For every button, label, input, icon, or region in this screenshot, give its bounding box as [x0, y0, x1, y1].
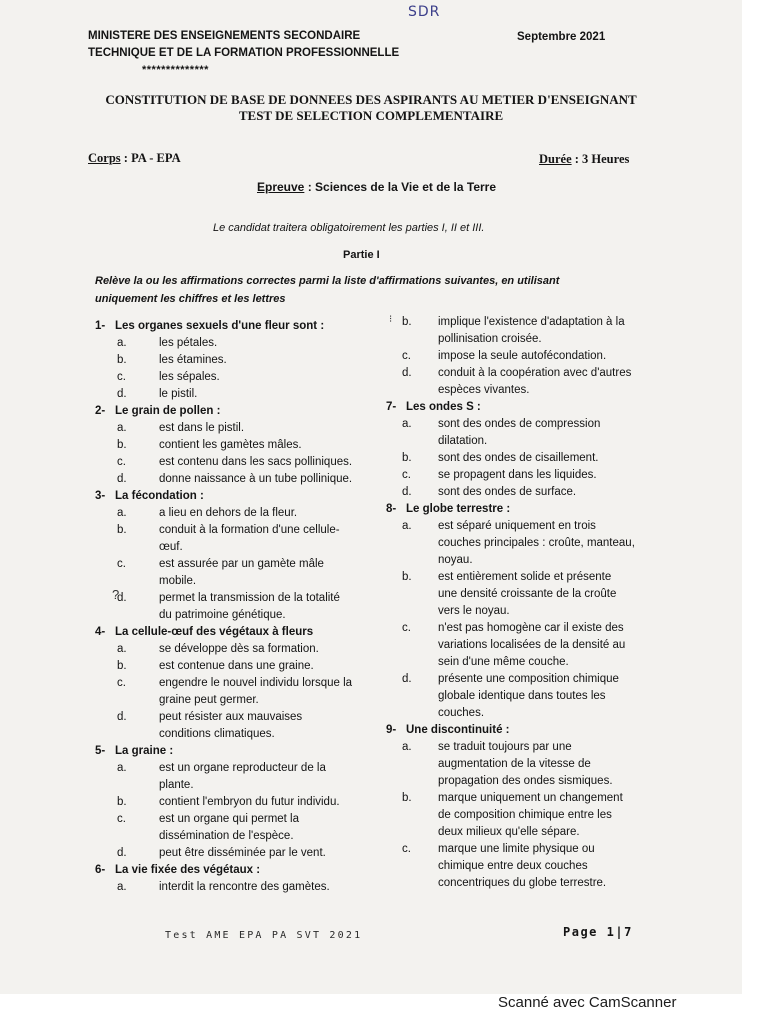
answer-option [386, 314, 686, 348]
option-text-line: est un organe qui permet la [159, 813, 300, 825]
question-title [95, 403, 385, 420]
option-text [159, 760, 326, 794]
option-text-line: concentriques du globe terrestre. [438, 877, 607, 889]
option-text-line: deux milieux qu'elle sépare. [438, 826, 580, 838]
option-letter: c. [402, 350, 411, 362]
corps-field [88, 151, 181, 166]
question-title [95, 488, 385, 505]
question-block [386, 399, 686, 501]
option-letter: a. [117, 643, 127, 655]
answer-option [95, 454, 385, 471]
answer-option [95, 590, 385, 624]
question-block [95, 488, 385, 624]
answer-option [95, 794, 385, 811]
option-letter: b. [402, 316, 412, 328]
option-text [438, 484, 576, 501]
option-text [438, 450, 598, 467]
question-text: La cellule-œuf des végétaux à fleurs [115, 626, 314, 638]
option-text [159, 675, 352, 709]
ministry-line-2: TECHNIQUE ET DE LA FORMATION PROFESSIONNELLE [88, 47, 400, 59]
epreuve-value: : Sciences de la Vie et de la Terre [304, 180, 497, 194]
answer-option [386, 518, 686, 569]
option-text [159, 879, 330, 896]
option-text [438, 790, 623, 841]
option-text [159, 369, 220, 386]
option-text [159, 335, 217, 352]
option-letter: d. [117, 473, 127, 485]
answer-option [386, 450, 686, 467]
answer-option [95, 641, 385, 658]
question-number: 5- [95, 745, 106, 757]
question-number: 3- [95, 490, 106, 502]
footer-reference: Test AME EPA PA SVT 2021 [165, 930, 363, 941]
option-text-line: se propagent dans les liquides. [438, 469, 597, 481]
answer-option [386, 569, 686, 620]
option-text-line: a lieu en dehors de la fleur. [159, 507, 298, 519]
question-number: 7- [386, 401, 397, 413]
option-text-line: vers le noyau. [438, 605, 510, 617]
question-block [386, 501, 686, 722]
option-text [159, 658, 314, 675]
option-text-line: les étamines. [159, 354, 227, 366]
option-text-line: présente une composition chimique [438, 673, 619, 685]
answer-option [386, 841, 686, 892]
answer-option [95, 386, 385, 403]
option-text-line: une densité croissante de la croûte [438, 588, 617, 600]
option-text-line: est dans le pistil. [159, 422, 245, 434]
question-title [386, 399, 686, 416]
option-text-line: dilatation. [438, 435, 488, 447]
option-text-line: peut être disséminée par le vent. [159, 847, 326, 859]
option-text-line: dissémination de l'espèce. [159, 830, 294, 842]
option-text [159, 556, 324, 590]
option-text-line: sont des ondes de cisaillement. [438, 452, 599, 464]
answer-option [95, 760, 385, 794]
answer-option [95, 658, 385, 675]
option-letter: c. [402, 622, 411, 634]
handwritten-question-mark: ? [112, 587, 120, 602]
question-number: 4- [95, 626, 106, 638]
epreuve-field [257, 180, 496, 194]
directive-line-2: uniquement les chiffres et les lettres [95, 293, 286, 305]
option-letter: d. [117, 711, 127, 723]
option-letter: b. [117, 660, 127, 672]
option-letter: a. [117, 507, 127, 519]
option-text-line: graine peut germer. [159, 694, 259, 706]
option-text-line: couches. [438, 707, 485, 719]
option-text [438, 841, 606, 892]
answer-option [95, 420, 385, 437]
epreuve-label: Epreuve [257, 180, 305, 194]
option-text-line: est entièrement solide et présente [438, 571, 612, 583]
option-text-line: espèces vivantes. [438, 384, 530, 396]
option-text [159, 437, 302, 454]
answer-option [386, 484, 686, 501]
handwritten-note: SDR [408, 4, 441, 20]
document-title: CONSTITUTION DE BASE DE DONNEES DES ASPIRANTS AU METIER D'ENSEIGNANT [105, 92, 637, 107]
option-text [159, 505, 297, 522]
answer-option [95, 369, 385, 386]
option-text [159, 352, 227, 369]
question-block [95, 624, 385, 743]
instruction-text: Le candidat traitera obligatoirement les parties I, II et III. [213, 222, 485, 234]
question-number: 2- [95, 405, 106, 417]
option-text-line: contient les gamètes mâles. [159, 439, 302, 451]
duree-value: : 3 Heures [571, 152, 630, 166]
option-letter: b. [117, 524, 127, 536]
answer-option [95, 709, 385, 743]
option-letter: a. [402, 741, 412, 753]
question-block [386, 722, 686, 892]
option-text-line: est assurée par un gamète mâle [159, 558, 324, 570]
option-text-line: œuf. [159, 541, 183, 553]
option-text-line: pollinisation croisée. [438, 333, 542, 345]
option-letter: a. [402, 520, 412, 532]
option-letter: a. [117, 422, 127, 434]
question-text: Une discontinuité : [406, 724, 510, 736]
option-letter: c. [402, 843, 411, 855]
option-text-line: chimique entre deux couches [438, 860, 588, 872]
answer-option [386, 790, 686, 841]
answer-option [386, 620, 686, 671]
option-text-line: impose la seule autofécondation. [438, 350, 607, 362]
option-text-line: du patrimoine génétique. [159, 609, 286, 621]
answer-option [95, 522, 385, 556]
question-block [95, 318, 385, 403]
option-text [438, 416, 600, 450]
option-text-line: est un organe reproducteur de la [159, 762, 326, 774]
option-text-line: interdit la rencontre des gamètes. [159, 881, 330, 893]
option-text-line: variations localisées de la densité au [438, 639, 626, 651]
question-number: 6- [95, 864, 106, 876]
option-text [159, 641, 319, 658]
option-text-line: les pétales. [159, 337, 218, 349]
option-text-line: permet la transmission de la totalité [159, 592, 340, 604]
option-text [438, 365, 631, 399]
option-letter: b. [402, 452, 412, 464]
answer-option [386, 671, 686, 722]
option-text [159, 471, 352, 488]
option-text-line: est contenue dans une graine. [159, 660, 314, 672]
question-text: Les ondes S : [406, 401, 481, 413]
option-text-line: implique l'existence d'adaptation à la [438, 316, 625, 328]
option-text [438, 739, 613, 790]
option-letter: d. [402, 367, 412, 379]
handwritten-tick-mark: ⁝ [389, 314, 393, 325]
question-number: 1- [95, 320, 106, 332]
question-title [95, 624, 385, 641]
option-text-line: contient l'embryon du futur individu. [159, 796, 340, 808]
option-letter: d. [117, 592, 127, 604]
option-letter: a. [117, 762, 127, 774]
questions-left-column [95, 318, 385, 896]
option-text-line: mobile. [159, 575, 197, 587]
answer-option [386, 416, 686, 450]
document-subtitle: TEST DE SELECTION COMPLEMENTAIRE [238, 108, 504, 123]
question-block [95, 403, 385, 488]
answer-option [95, 335, 385, 352]
option-text-line: engendre le nouvel individu lorsque la [159, 677, 353, 689]
question-text: Le globe terrestre : [406, 503, 511, 515]
question-title [95, 743, 385, 760]
option-letter: a. [117, 881, 127, 893]
option-text-line: est contenu dans les sacs polliniques. [159, 456, 353, 468]
question-text: Le grain de pollen : [115, 405, 221, 417]
option-letter: c. [117, 558, 126, 570]
option-text [159, 522, 340, 556]
option-text-line: n'est pas homogène car il existe des [438, 622, 624, 634]
ministry-stars: ************** [142, 64, 209, 76]
option-text [438, 467, 597, 484]
question-number: 8- [386, 503, 397, 515]
question-block [386, 314, 686, 399]
question-number: 9- [386, 724, 397, 736]
option-letter: a. [117, 337, 127, 349]
option-letter: b. [402, 571, 412, 583]
option-letter: b. [117, 354, 127, 366]
answer-option [95, 811, 385, 845]
option-text [438, 569, 616, 620]
option-text-line: se développe dès sa formation. [159, 643, 319, 655]
option-text-line: sont des ondes de compression [438, 418, 601, 430]
answer-option [95, 352, 385, 369]
option-text-line: le pistil. [159, 388, 198, 400]
option-letter: d. [117, 847, 127, 859]
option-text-line: plante. [159, 779, 194, 791]
option-text-line: est séparé uniquement en trois [438, 520, 596, 532]
option-text [159, 386, 197, 403]
question-text: La fécondation : [115, 490, 204, 502]
page-number: Page 1|7 [563, 925, 633, 939]
option-text [438, 314, 625, 348]
option-text-line: peut résister aux mauvaises [159, 711, 303, 723]
option-letter: d. [402, 486, 412, 498]
corps-value: : PA - EPA [120, 151, 181, 165]
option-text-line: de composition chimique entre les [438, 809, 612, 821]
option-text-line: propagation des ondes sismiques. [438, 775, 613, 787]
question-block [95, 862, 385, 896]
option-text-line: se traduit toujours par une [438, 741, 572, 753]
option-text [159, 794, 340, 811]
option-text [438, 671, 619, 722]
option-letter: c. [117, 371, 126, 383]
option-text-line: globale identique dans toutes les [438, 690, 606, 702]
corps-label: Corps [88, 151, 121, 165]
option-text-line: sein d'une même couche. [438, 656, 569, 668]
answer-option [386, 739, 686, 790]
option-text-line: couches principales : croûte, manteau, [438, 537, 635, 549]
question-title [95, 318, 385, 335]
option-text-line: marque une limite physique ou [438, 843, 595, 855]
questions-right-column [386, 314, 686, 892]
question-title [386, 501, 686, 518]
option-letter: d. [117, 388, 127, 400]
option-text-line: donne naissance à un tube pollinique. [159, 473, 353, 485]
option-text-line: les sépales. [159, 371, 220, 383]
option-letter: a. [402, 418, 412, 430]
option-text-line: conduit à la formation d'une cellule- [159, 524, 340, 536]
question-title [386, 722, 686, 739]
option-letter: b. [117, 796, 127, 808]
option-text [159, 420, 244, 437]
option-letter: c. [117, 456, 126, 468]
option-letter: c. [117, 677, 126, 689]
answer-option [95, 437, 385, 454]
duree-label: Durée [539, 152, 572, 166]
option-text [159, 590, 340, 624]
option-text [438, 518, 635, 569]
partie-heading: Partie I [343, 249, 380, 261]
option-text [159, 709, 302, 743]
duree-field [539, 152, 629, 167]
ministry-line-1: MINISTERE DES ENSEIGNEMENTS SECONDAIRE [88, 30, 361, 42]
question-text: La graine : [115, 745, 174, 757]
option-text [438, 620, 625, 671]
answer-option [95, 471, 385, 488]
answer-option [95, 505, 385, 522]
option-letter: d. [402, 673, 412, 685]
answer-option [386, 348, 686, 365]
option-letter: c. [402, 469, 411, 481]
option-letter: b. [402, 792, 412, 804]
option-text-line: noyau. [438, 554, 473, 566]
answer-option [95, 879, 385, 896]
option-text [159, 845, 326, 862]
answer-option [95, 845, 385, 862]
question-block [95, 743, 385, 862]
exam-date: Septembre 2021 [517, 31, 606, 43]
answer-option [95, 556, 385, 590]
option-letter: b. [117, 439, 127, 451]
question-text: Les organes sexuels d'une fleur sont : [115, 320, 325, 332]
question-text: La vie fixée des végétaux : [115, 864, 261, 876]
camscanner-watermark: Scanné avec CamScanner [498, 994, 677, 1011]
option-letter: c. [117, 813, 126, 825]
question-title [95, 862, 385, 879]
option-text-line: conditions climatiques. [159, 728, 275, 740]
option-text-line: augmentation de la vitesse de [438, 758, 591, 770]
option-text [159, 454, 352, 471]
option-text [438, 348, 606, 365]
option-text-line: sont des ondes de surface. [438, 486, 577, 498]
directive-line-1: Relève la ou les affirmations correctes parmi la liste d'affirmations suivantes, en utilisant [95, 275, 560, 287]
option-text [159, 811, 299, 845]
option-text-line: conduit à la coopération avec d'autres [438, 367, 632, 379]
option-text-line: marque uniquement un changement [438, 792, 623, 804]
answer-option [386, 365, 686, 399]
answer-option [386, 467, 686, 484]
answer-option [95, 675, 385, 709]
